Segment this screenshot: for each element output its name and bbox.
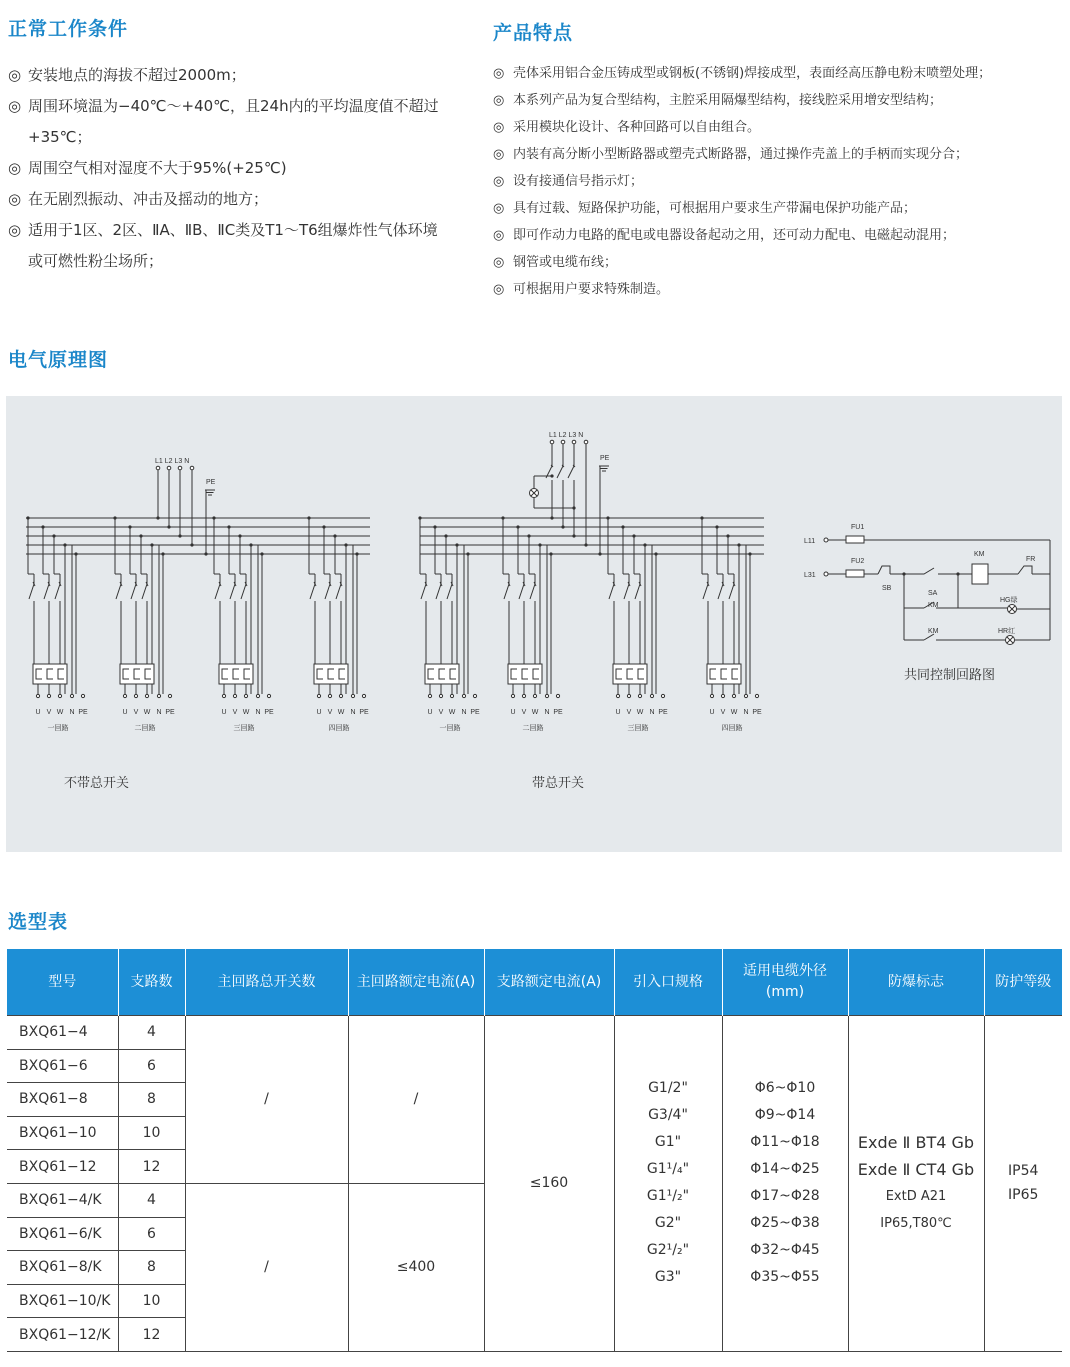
- output-terminal: [328, 694, 331, 697]
- terminal-label: PE: [752, 709, 762, 716]
- header-inlet: 引入口规格: [614, 949, 722, 1016]
- branch-switch-blade: [336, 584, 341, 599]
- output-terminal: [755, 694, 758, 697]
- control-label-fu2: FU2: [851, 558, 865, 565]
- cell-branches: 6: [118, 1217, 185, 1251]
- cell-model: BXQ61−10: [7, 1116, 118, 1150]
- ex-mark-value: Exde Ⅱ BT4 Gb: [857, 1133, 975, 1153]
- output-terminal: [168, 694, 171, 697]
- output-terminal: [47, 694, 50, 697]
- output-terminal: [36, 694, 39, 697]
- header-main-current: 主回路额定电流(A): [348, 949, 484, 1016]
- cable-diameter-value: Φ35~Φ55: [750, 1269, 820, 1286]
- branch-switch-blade: [215, 584, 220, 599]
- terminal-label: U: [221, 709, 227, 716]
- inlet-value: G2": [654, 1215, 682, 1232]
- cell-ex-marks: [848, 1016, 984, 1352]
- output-terminal: [428, 694, 431, 697]
- junction-dot: [550, 474, 553, 477]
- ex-mark-value: Exde Ⅱ CT4 Gb: [857, 1160, 975, 1180]
- output-terminal: [222, 694, 225, 697]
- cell-branches: 10: [118, 1284, 185, 1318]
- branch-switch-blade: [718, 584, 723, 599]
- header-cable-diameter-line1: 适用电缆外径: [743, 963, 827, 979]
- output-terminal: [351, 694, 354, 697]
- terminal-label: N: [69, 709, 75, 716]
- output-terminal: [134, 694, 137, 697]
- control-label-l31: L31: [804, 572, 816, 579]
- cell-branches: 4: [118, 1016, 185, 1050]
- terminal-label: V: [133, 709, 139, 716]
- cell-branches: 10: [118, 1116, 185, 1150]
- cell-protection: [984, 1016, 1062, 1352]
- junction-dot: [561, 525, 564, 528]
- output-terminal: [556, 694, 559, 697]
- junction-dot: [584, 543, 587, 546]
- branch-switch-blade: [44, 584, 49, 599]
- output-terminal: [317, 694, 320, 697]
- cell-model: BXQ61−12: [7, 1150, 118, 1184]
- cell-branches: 4: [118, 1183, 185, 1217]
- junction-dot: [572, 506, 575, 509]
- cell-main-current-a: /: [348, 1016, 484, 1184]
- control-label-km: KM: [928, 602, 939, 609]
- list-item: ◎ 可根据用户要求特殊制造。: [493, 276, 1063, 303]
- list-item: ◎ 壳体采用铝合金压铸成型或钢板(不锈钢)焊接成型，表面经高压静电粉末喷塑处理；: [493, 60, 1063, 87]
- features-list: [493, 60, 1063, 303]
- cable-diameter-value: Φ11~Φ18: [750, 1134, 820, 1151]
- cell-branches: 8: [118, 1251, 185, 1285]
- list-item: ◎ 适用于1区、2区、ⅡA、ⅡB、ⅡC类及T1～T6组爆炸性气体环境或可燃性粉尘场所；: [8, 215, 448, 277]
- list-item: ◎ 具有过载、短路保护功能，可根据用户要求生产带漏电保护功能产品；: [493, 195, 1063, 222]
- caption-no-main-switch: 不带总开关: [64, 776, 130, 791]
- header-branch-current: 支路额定电流(A): [484, 949, 614, 1016]
- output-terminal: [81, 694, 84, 697]
- branch-switch-blade: [530, 584, 535, 599]
- terminal-label: N: [255, 709, 261, 716]
- branch-switch-blade: [325, 584, 330, 599]
- circuit-label: 一回路: [439, 725, 461, 732]
- branch-switch-blade: [436, 584, 441, 599]
- list-item: ◎ 钢管或电缆布线；: [493, 249, 1063, 276]
- output-terminal: [339, 694, 342, 697]
- terminal-label: N: [156, 709, 162, 716]
- cable-diameter-value: Φ17~Φ28: [750, 1188, 820, 1205]
- control-label-sa: SA: [928, 590, 938, 597]
- control-label-km-nc: KM: [928, 628, 939, 635]
- feeder-terminal: [156, 466, 160, 470]
- pe-label: PE: [206, 479, 216, 486]
- output-terminal: [545, 694, 548, 697]
- circuit-label: 二回路: [522, 725, 544, 732]
- terminal-label: N: [461, 709, 467, 716]
- terminal-label: W: [56, 709, 64, 716]
- feeder-terminal: [190, 466, 194, 470]
- feeder-terminal: [584, 440, 588, 444]
- terminal-label: PE: [658, 709, 668, 716]
- output-terminal: [244, 694, 247, 697]
- terminal-label: V: [720, 709, 726, 716]
- branch-switch-blade: [421, 584, 426, 599]
- table-header-row: [7, 949, 1062, 1016]
- caption-control-circuit: 共同控制回路图: [904, 668, 996, 683]
- output-terminal: [450, 694, 453, 697]
- terminal-label: W: [636, 709, 644, 716]
- cell-main-switch-b: /: [185, 1183, 348, 1351]
- terminal-label: U: [35, 709, 41, 716]
- terminal-label: U: [510, 709, 516, 716]
- main-switch-blade: [557, 466, 563, 478]
- output-terminal: [473, 694, 476, 697]
- control-label-km-coil: KM: [974, 551, 985, 558]
- table-heading: 选型表: [8, 911, 69, 933]
- junction-dot: [178, 534, 181, 537]
- branch-switch-blade: [310, 584, 315, 599]
- features-heading: 产品特点: [493, 22, 574, 44]
- control-label-sb: SB: [882, 585, 892, 592]
- feeder-terminal: [550, 440, 554, 444]
- inlet-value: G1¹/₄": [646, 1161, 690, 1178]
- output-terminal: [439, 694, 442, 697]
- output-terminal: [744, 694, 747, 697]
- circuit-label: 三回路: [627, 725, 649, 732]
- list-item: ◎ 即可作动力电路的配电或电器设备起动之用，还可动力配电、电磁起动混用；: [493, 222, 1063, 249]
- branch-switch-blade: [703, 584, 708, 599]
- inlet-value: G3": [654, 1269, 682, 1286]
- output-terminal: [732, 694, 735, 697]
- output-terminal: [70, 694, 73, 697]
- output-terminal: [267, 694, 270, 697]
- terminal-label: V: [232, 709, 238, 716]
- header-ex-mark: 防爆标志: [848, 949, 984, 1016]
- header-branches: 支路数: [118, 949, 185, 1016]
- cell-model: BXQ61−10/K: [7, 1284, 118, 1318]
- protection-value: IP65: [1008, 1187, 1039, 1204]
- junction-dot: [598, 552, 601, 555]
- inlet-value: G1/2": [648, 1080, 688, 1097]
- control-label-hr: HR红: [998, 628, 1016, 635]
- main-switch-blade: [568, 466, 574, 478]
- circuit-label: 一回路: [47, 725, 69, 732]
- output-terminal: [462, 694, 465, 697]
- output-terminal: [638, 694, 641, 697]
- terminal-label: V: [327, 709, 333, 716]
- circuit-label: 二回路: [134, 725, 156, 732]
- terminal-label: N: [544, 709, 550, 716]
- header-model: 型号: [7, 949, 118, 1016]
- output-terminal: [710, 694, 713, 697]
- control-label-fr: FR: [1026, 556, 1036, 563]
- output-terminal: [58, 694, 61, 697]
- terminal-label: W: [143, 709, 151, 716]
- circuit-label: 四回路: [721, 725, 743, 732]
- output-terminal: [511, 694, 514, 697]
- cell-branch-current: ≤160: [484, 1016, 614, 1352]
- output-terminal: [616, 694, 619, 697]
- cell-main-current-b: ≤400: [348, 1183, 484, 1351]
- cell-model: BXQ61−12/K: [7, 1318, 118, 1352]
- branch-switch-blade: [230, 584, 235, 599]
- relay-box: [314, 664, 348, 684]
- control-terminal: [824, 572, 828, 576]
- junction-dot: [572, 534, 575, 537]
- terminal-label: PE: [470, 709, 480, 716]
- list-item: ◎ 安装地点的海拔不超过2000m；: [8, 60, 448, 91]
- protection-value: IP54: [1008, 1163, 1039, 1180]
- output-terminal: [627, 694, 630, 697]
- inlet-value: G1¹/₂": [646, 1188, 690, 1205]
- selection-table: [7, 949, 1062, 1352]
- terminal-label: W: [531, 709, 539, 716]
- branch-switch-blade: [241, 584, 246, 599]
- cell-model: BXQ61−4/K: [7, 1183, 118, 1217]
- inlet-value: G2¹/₂": [646, 1242, 690, 1259]
- cell-model: BXQ61−4: [7, 1016, 118, 1050]
- output-terminal: [362, 694, 365, 697]
- output-terminal: [123, 694, 126, 697]
- terminal-label: PE: [359, 709, 369, 716]
- terminal-label: U: [615, 709, 621, 716]
- terminal-label: U: [122, 709, 128, 716]
- branch-switch-blade: [55, 584, 60, 599]
- feeder-terminal: [572, 440, 576, 444]
- terminal-label: N: [350, 709, 356, 716]
- terminal-label: N: [649, 709, 655, 716]
- cable-diameter-value: Φ32~Φ45: [750, 1242, 820, 1259]
- terminal-label: PE: [78, 709, 88, 716]
- terminal-label: U: [709, 709, 715, 716]
- junction-dot: [550, 516, 553, 519]
- relay-box: [219, 664, 253, 684]
- inlet-value: G3/4": [648, 1107, 688, 1124]
- circuit-label: 四回路: [328, 725, 350, 732]
- bus-labels: L1 L2 L3 N: [155, 458, 190, 465]
- branch-switch-blade: [142, 584, 147, 599]
- terminal-label: PE: [264, 709, 274, 716]
- branch-switch-blade: [29, 584, 34, 599]
- pe-label: PE: [600, 455, 610, 462]
- header-protection: 防护等级: [984, 949, 1062, 1016]
- control-label-fu1: FU1: [851, 524, 865, 531]
- output-terminal: [157, 694, 160, 697]
- terminal-label: W: [337, 709, 345, 716]
- list-item: ◎ 周围环境温为−40℃～+40℃，且24h内的平均温度值不超过+35℃；: [8, 91, 448, 153]
- cell-model: BXQ61−6/K: [7, 1217, 118, 1251]
- branch-switch-blade: [131, 584, 136, 599]
- output-terminal: [145, 694, 148, 697]
- fuse-icon: [846, 536, 864, 543]
- control-terminal: [824, 538, 828, 542]
- output-terminal: [661, 694, 664, 697]
- branch-switch-blade: [447, 584, 452, 599]
- branch-switch-blade: [116, 584, 121, 599]
- terminal-label: V: [438, 709, 444, 716]
- control-label-l11: L11: [804, 538, 816, 545]
- cell-branches: 12: [118, 1150, 185, 1184]
- junction-dot: [167, 525, 170, 528]
- caption-with-main-switch: 带总开关: [532, 776, 585, 791]
- branch-switch-blade: [519, 584, 524, 599]
- feeder-terminal: [178, 466, 182, 470]
- fuse-icon: [846, 570, 864, 577]
- output-terminal: [721, 694, 724, 697]
- ex-mark-value: ExtD A21 IP65,T80℃: [880, 1189, 952, 1232]
- branch-switch-blade: [624, 584, 629, 599]
- branch-switch-blade: [504, 584, 509, 599]
- conditions-list: [8, 60, 448, 277]
- conditions-heading: 正常工作条件: [8, 18, 129, 40]
- cell-branches: 12: [118, 1318, 185, 1352]
- terminal-label: PE: [165, 709, 175, 716]
- diagram-panel: [6, 396, 1062, 852]
- cell-cable-diameters: [722, 1016, 848, 1352]
- list-item: ◎ 本系列产品为复合型结构，主腔采用隔爆型结构，接线腔采用增安型结构；: [493, 87, 1063, 114]
- relay-box: [425, 664, 459, 684]
- sb-button-icon: [878, 566, 890, 574]
- terminal-label: W: [242, 709, 250, 716]
- output-terminal: [256, 694, 259, 697]
- km-coil-icon: [972, 564, 988, 584]
- list-item: ◎ 在无剧烈振动、冲击及摇动的地方；: [8, 184, 448, 215]
- junction-dot: [204, 552, 207, 555]
- output-terminal: [533, 694, 536, 697]
- circuit-label: 三回路: [233, 725, 255, 732]
- cell-branches: 8: [118, 1083, 185, 1117]
- feeder-terminal: [167, 466, 171, 470]
- inlet-value: G1": [654, 1134, 682, 1151]
- terminal-label: V: [521, 709, 527, 716]
- cell-main-switch-a: /: [185, 1016, 348, 1184]
- terminal-label: V: [46, 709, 52, 716]
- cell-branches: 6: [118, 1049, 185, 1083]
- cable-diameter-value: Φ9~Φ14: [754, 1107, 816, 1124]
- cell-inlets: [614, 1016, 722, 1352]
- relay-box: [33, 664, 67, 684]
- cell-model: BXQ61−8: [7, 1083, 118, 1117]
- cable-diameter-value: Φ14~Φ25: [750, 1161, 820, 1178]
- output-terminal: [522, 694, 525, 697]
- header-main-switch-count: 主回路总开关数: [185, 949, 348, 1016]
- relay-box: [120, 664, 154, 684]
- terminal-label: W: [448, 709, 456, 716]
- cell-model: BXQ61−6: [7, 1049, 118, 1083]
- feeder-terminal: [561, 440, 565, 444]
- branch-switch-blade: [729, 584, 734, 599]
- output-terminal: [650, 694, 653, 697]
- diagram-heading: 电气原理图: [8, 349, 109, 371]
- terminal-label: U: [316, 709, 322, 716]
- header-cable-diameter: [722, 949, 848, 1016]
- fr-contact-icon: [1018, 566, 1032, 574]
- terminal-label: W: [730, 709, 738, 716]
- relay-box: [707, 664, 741, 684]
- cable-diameter-value: Φ6~Φ10: [754, 1080, 816, 1097]
- terminal-label: V: [626, 709, 632, 716]
- terminal-label: N: [743, 709, 749, 716]
- junction-dot: [156, 516, 159, 519]
- branch-switch-blade: [609, 584, 614, 599]
- terminal-label: PE: [553, 709, 563, 716]
- list-item: ◎ 内装有高分断小型断路器或塑壳式断路器，通过操作壳盖上的手柄而实现分合；: [493, 141, 1063, 168]
- control-label-hg: HG绿: [1000, 597, 1018, 604]
- junction-dot: [190, 543, 193, 546]
- bus-labels: L1 L2 L3 N: [549, 432, 584, 439]
- sa-switch-icon: [904, 568, 934, 574]
- list-item: ◎ 采用模块化设计、各种回路可以自由组合。: [493, 114, 1063, 141]
- relay-box: [508, 664, 542, 684]
- cable-diameter-value: Φ25~Φ38: [750, 1215, 820, 1232]
- branch-switch-blade: [635, 584, 640, 599]
- cell-model: BXQ61−8/K: [7, 1251, 118, 1285]
- output-terminal: [233, 694, 236, 697]
- table-row: [7, 1016, 1062, 1050]
- list-item: ◎ 周围空气相对湿度不大于95%(+25℃): [8, 153, 448, 184]
- list-item: ◎ 设有接通信号指示灯；: [493, 168, 1063, 195]
- terminal-label: U: [427, 709, 433, 716]
- header-cable-diameter-unit: (mm): [765, 984, 805, 1000]
- junction-dot: [956, 572, 959, 575]
- relay-box: [613, 664, 647, 684]
